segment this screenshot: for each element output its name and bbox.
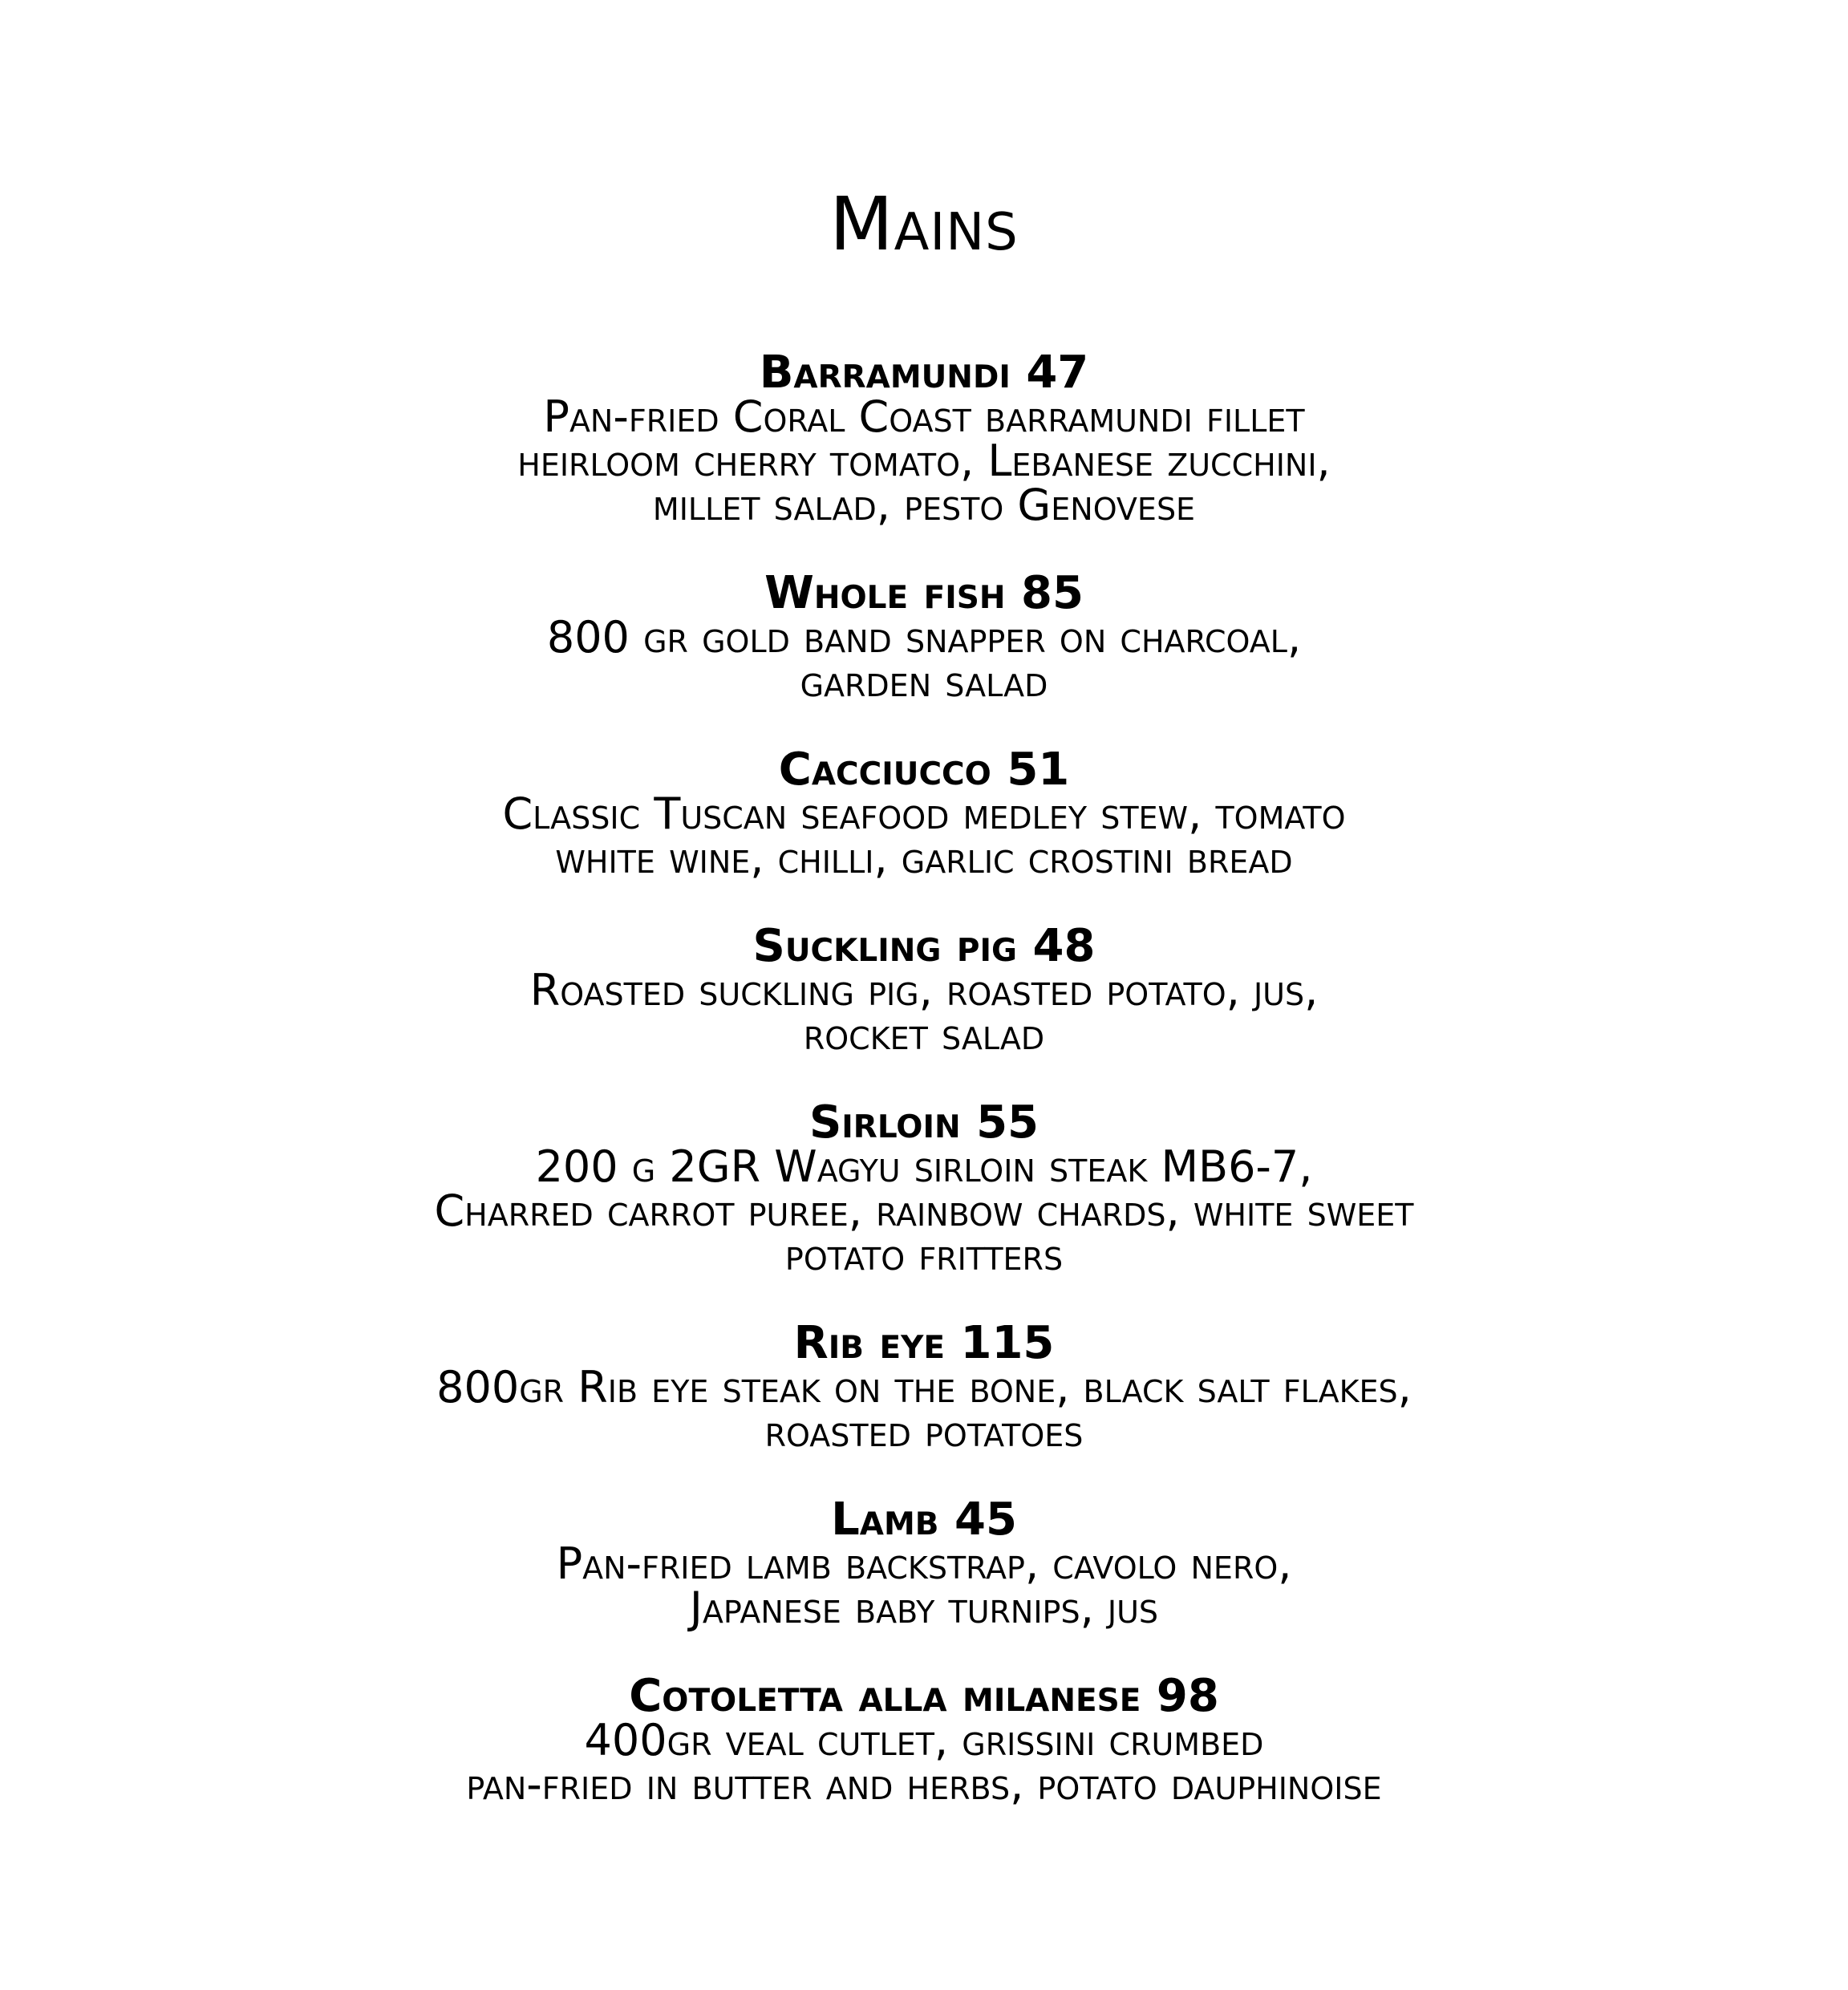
menu-item-description: 800 gr gold band snapper on charcoal, xyxy=(546,612,1302,663)
menu-item-description: heirloom cherry tomato, Lebanese zucchini, xyxy=(517,436,1331,486)
menu-item-description: rocket salad xyxy=(803,1009,1045,1060)
menu-item-description: 800gr Rib eye steak on the bone, black salt flakes, xyxy=(436,1362,1412,1412)
menu-item-description: Roasted suckling pig, roasted potato, jus, xyxy=(529,965,1319,1015)
menu-item xyxy=(0,347,1848,530)
menu-item-heading: Sirloin 55 xyxy=(808,1096,1040,1149)
menu-item-description: potato fritters xyxy=(784,1230,1064,1280)
menu-item-description: pan-fried in butter and herbs, potato dauphinoise xyxy=(466,1759,1382,1810)
menu-item-heading: Lamb 45 xyxy=(831,1494,1017,1546)
page-title: Mains xyxy=(829,181,1019,267)
menu-item-heading: Barramundi 47 xyxy=(759,347,1089,399)
menu-item-description: Pan-fried lamb backstrap, cavolo nero, xyxy=(556,1538,1292,1589)
menu-item xyxy=(0,1670,1848,1810)
menu-item-heading: Suckling pig 48 xyxy=(752,920,1096,972)
menu-item xyxy=(0,1494,1848,1633)
menu-item-description: Japanese baby turnips, jus xyxy=(689,1583,1159,1633)
menu-item xyxy=(0,920,1848,1060)
menu-item-description: Classic Tuscan seafood medley stew, tomato xyxy=(502,788,1346,839)
mains-menu xyxy=(0,172,1848,1850)
menu-item-description: roasted potatoes xyxy=(764,1406,1084,1457)
menu-item-description: Pan-fried Coral Coast barramundi fillet xyxy=(543,391,1305,442)
menu-item-description: Charred carrot puree, rainbow chards, white sweet xyxy=(434,1185,1414,1236)
menu-item-heading: Cacciucco 51 xyxy=(778,744,1070,796)
menu-item-description: garden salad xyxy=(800,656,1048,707)
menu-item-description: white wine, chilli, garlic crostini bread xyxy=(555,833,1293,883)
menu-item xyxy=(0,1096,1848,1280)
menu-item xyxy=(0,567,1848,707)
menu-item-description: millet salad, pesto Genovese xyxy=(652,480,1196,530)
menu-item xyxy=(0,1317,1848,1457)
menu-item xyxy=(0,744,1848,883)
menu-item-description: 400gr veal cutlet, grissini crumbed xyxy=(584,1715,1264,1765)
menu-item-heading: Whole fish 85 xyxy=(764,567,1084,619)
menu-item-description: 200 g 2GR Wagyu sirloin steak MB6-7, xyxy=(535,1141,1313,1192)
menu-item-heading: Cotoletta alla milanese 98 xyxy=(629,1670,1219,1722)
menu-item-heading: Rib eye 115 xyxy=(793,1317,1055,1369)
